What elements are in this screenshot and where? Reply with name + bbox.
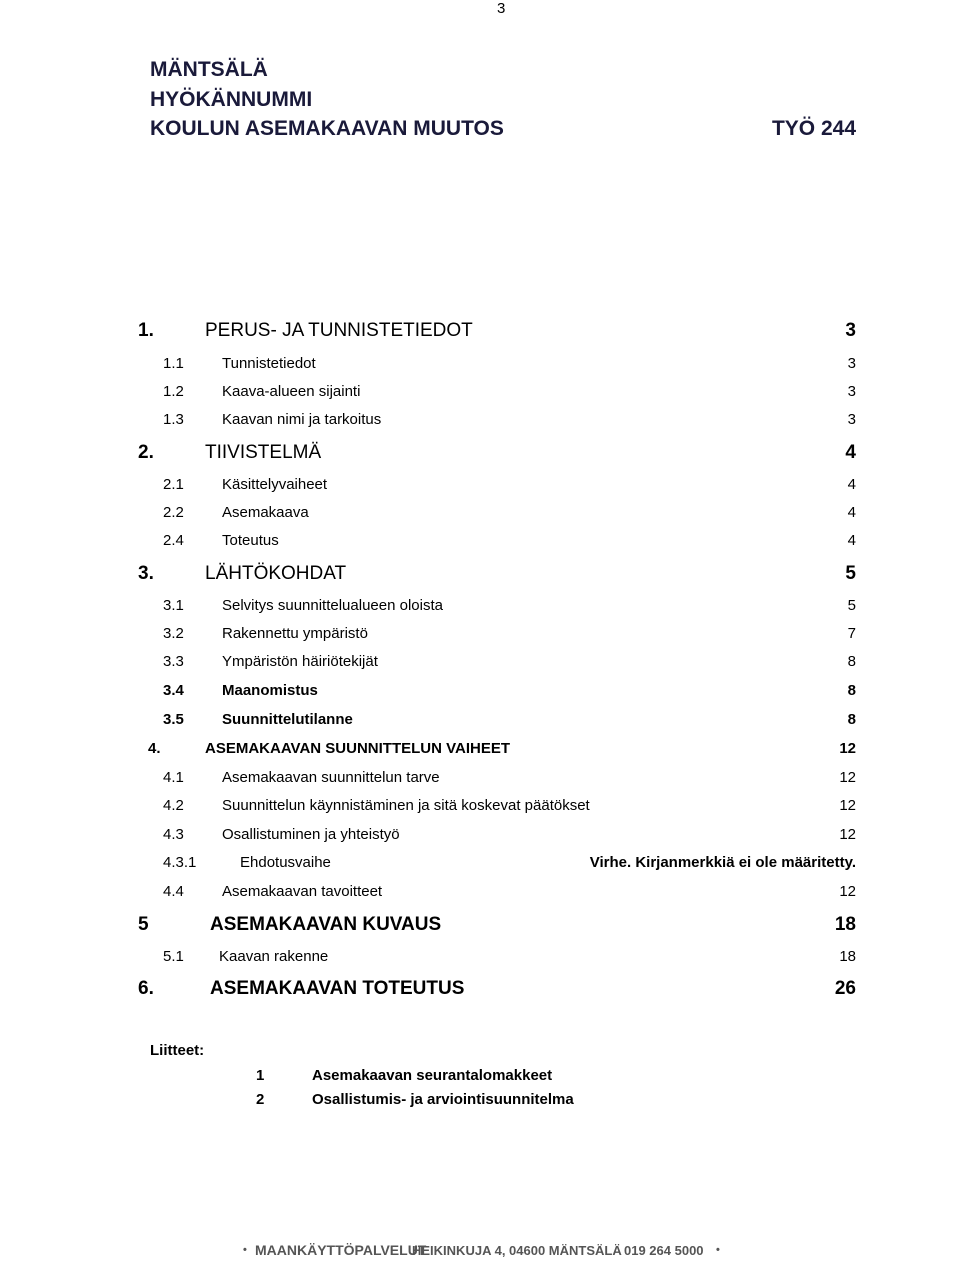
- toc-entry-page: 3: [847, 383, 856, 400]
- toc-entry-4-3: [0, 826, 960, 852]
- toc-entry-title: Selvitys suunnittelualueen oloista: [222, 597, 443, 614]
- toc-entry-3-4: [0, 682, 960, 708]
- page-number: 3: [497, 0, 506, 17]
- toc-entry-number: 2.4: [163, 532, 184, 549]
- toc-entry-title: Osallistuminen ja yhteistyö: [222, 826, 400, 843]
- toc-entry-number: 6.: [138, 978, 154, 999]
- work-number: TYÖ 244: [771, 117, 856, 140]
- toc-entry-page: 4: [845, 442, 856, 463]
- toc-entry-title: Asemakaavan suunnittelun tarve: [222, 769, 440, 786]
- toc-entry-number: 4.3.1: [163, 854, 197, 871]
- toc-entry-page: 4: [847, 504, 856, 521]
- toc-entry-title: TIIVISTELMÄ: [205, 442, 322, 463]
- toc-entry-title: LÄHTÖKOHDAT: [205, 563, 347, 584]
- toc-entry-page: 3: [845, 320, 856, 341]
- toc-entry-number: 3.: [138, 563, 154, 584]
- toc-entry-1-3: [0, 411, 960, 437]
- toc-entry-3-5: [0, 711, 960, 737]
- attachments-label: Liitteet:: [150, 1042, 205, 1059]
- toc-entry-title: ASEMAKAAVAN TOTEUTUS: [210, 978, 465, 999]
- footer-bullet-right: •: [716, 1244, 720, 1256]
- toc-entry-number: 3.1: [163, 597, 184, 614]
- toc-entry-title: Kaava-alueen sijainti: [222, 383, 361, 400]
- toc-entry-title: ASEMAKAAVAN SUUNNITTELUN VAIHEET: [205, 740, 511, 757]
- toc-entry-title: Asemakaavan tavoitteet: [222, 883, 383, 900]
- municipality-heading: MÄNTSÄLÄ: [150, 58, 268, 81]
- toc-entry-title: Rakennettu ympäristö: [222, 625, 368, 642]
- toc-entry-page: 3: [847, 411, 856, 428]
- toc-entry-4-4: [0, 883, 960, 909]
- toc-entry-6: [0, 978, 960, 1004]
- toc-entry-number: 2.2: [163, 504, 184, 521]
- toc-entry-5: [0, 914, 960, 940]
- toc-entry-4-3-1: [0, 854, 960, 880]
- toc-entry-title: Kaavan nimi ja tarkoitus: [222, 411, 382, 428]
- toc-entry-page: 18: [839, 948, 856, 965]
- toc-entry-title: ASEMAKAAVAN KUVAUS: [210, 914, 442, 935]
- document-title: KOULUN ASEMAKAAVAN MUUTOS: [150, 117, 504, 140]
- footer-address: HEIKINKUJA 4, 04600 MÄNTSÄLÄ: [412, 1243, 622, 1258]
- toc-entry-number: 4.: [148, 740, 161, 757]
- toc-entry-5-1: [0, 948, 960, 974]
- toc-entry-page: 12: [839, 883, 856, 900]
- attachment-title: Osallistumis- ja arviointisuunnitelma: [312, 1091, 574, 1108]
- toc-entry-number: 1.3: [163, 411, 184, 428]
- toc-entry-4: [0, 740, 960, 766]
- toc-entry-number: 3.3: [163, 653, 184, 670]
- toc-entry-title: Maanomistus: [222, 682, 318, 699]
- toc-entry-number: 4.4: [163, 883, 184, 900]
- toc-entry-page: 12: [839, 797, 856, 814]
- toc-entry-number: 4.1: [163, 769, 184, 786]
- toc-entry-title: Ehdotusvaihe: [240, 854, 331, 871]
- toc-entry-2: [0, 442, 960, 468]
- footer-company: MAANKÄYTTÖPALVELUT: [255, 1242, 427, 1258]
- toc-entry-number: 3.5: [163, 711, 184, 728]
- toc-entry-3-3: [0, 653, 960, 679]
- toc-entry-3: [0, 563, 960, 589]
- toc-entry-2-4: [0, 532, 960, 558]
- toc-entry-title: PERUS- JA TUNNISTETIEDOT: [205, 320, 473, 341]
- toc-entry-page: 8: [847, 682, 856, 699]
- toc-entry-title: Kaavan rakenne: [219, 948, 329, 965]
- toc-entry-page: 18: [834, 914, 856, 935]
- toc-entry-title: Asemakaava: [222, 504, 309, 521]
- toc-entry-number: 1.: [138, 320, 154, 341]
- toc-entry-2-2: [0, 504, 960, 530]
- attachment-title: Asemakaavan seurantalomakkeet: [312, 1067, 553, 1084]
- page-footer: [0, 1242, 960, 1262]
- toc-entry-number: 5.1: [163, 948, 184, 965]
- toc-entry-page: 12: [839, 826, 856, 843]
- toc-entry-1-2: [0, 383, 960, 409]
- toc-entry-title: Suunnittelun käynnistäminen ja sitä koskevat päätökset: [222, 797, 590, 814]
- village-heading: HYÖKÄNNUMMI: [150, 88, 313, 111]
- toc-entry-number: 4.3: [163, 826, 184, 843]
- toc-entry-page: 4: [847, 476, 856, 493]
- toc-entry-number: 1.1: [163, 355, 184, 372]
- toc-entry-number: 3.4: [163, 682, 184, 699]
- toc-entry-number: 1.2: [163, 383, 184, 400]
- toc-entry-4-2: [0, 797, 960, 823]
- toc-entry-page: 3: [847, 355, 856, 372]
- toc-entry-2-1: [0, 476, 960, 502]
- toc-entry-page: 8: [847, 653, 856, 670]
- toc-entry-page: 5: [845, 563, 856, 584]
- toc-entry-page: 12: [839, 769, 856, 786]
- toc-entry-number: 2.1: [163, 476, 184, 493]
- toc-entry-3-1: [0, 597, 960, 623]
- toc-entry-title: Toteutus: [222, 532, 279, 549]
- toc-entry-number: 3.2: [163, 625, 184, 642]
- toc-entry-1-1: [0, 355, 960, 381]
- toc-entry-number: 5: [138, 914, 149, 935]
- toc-entry-number: 2.: [138, 442, 154, 463]
- toc-entry-number: 4.2: [163, 797, 184, 814]
- toc-entry-4-1: [0, 769, 960, 795]
- toc-entry-page: 26: [834, 978, 856, 999]
- toc-entry-title: Ympäristön häiriötekijät: [222, 653, 378, 670]
- attachment-number: 1: [256, 1067, 265, 1084]
- attachment-number: 2: [256, 1091, 265, 1108]
- toc-entry-3-2: [0, 625, 960, 651]
- toc-entry-page: 8: [847, 711, 856, 728]
- toc-entry-title: Suunnittelutilanne: [222, 711, 353, 728]
- footer-phone: 019 264 5000: [624, 1243, 704, 1258]
- toc-entry-title: Käsittelyvaiheet: [222, 476, 328, 493]
- toc-entry-title: Tunnistetiedot: [222, 355, 316, 372]
- toc-entry-1: [0, 320, 960, 346]
- toc-entry-page: 4: [847, 532, 856, 549]
- toc-entry-page: Virhe. Kirjanmerkkiä ei ole määritetty.: [589, 854, 856, 871]
- toc-entry-page: 12: [839, 740, 856, 757]
- footer-bullet-left: •: [243, 1244, 247, 1256]
- toc-entry-page: 5: [847, 597, 856, 614]
- toc-entry-page: 7: [847, 625, 856, 642]
